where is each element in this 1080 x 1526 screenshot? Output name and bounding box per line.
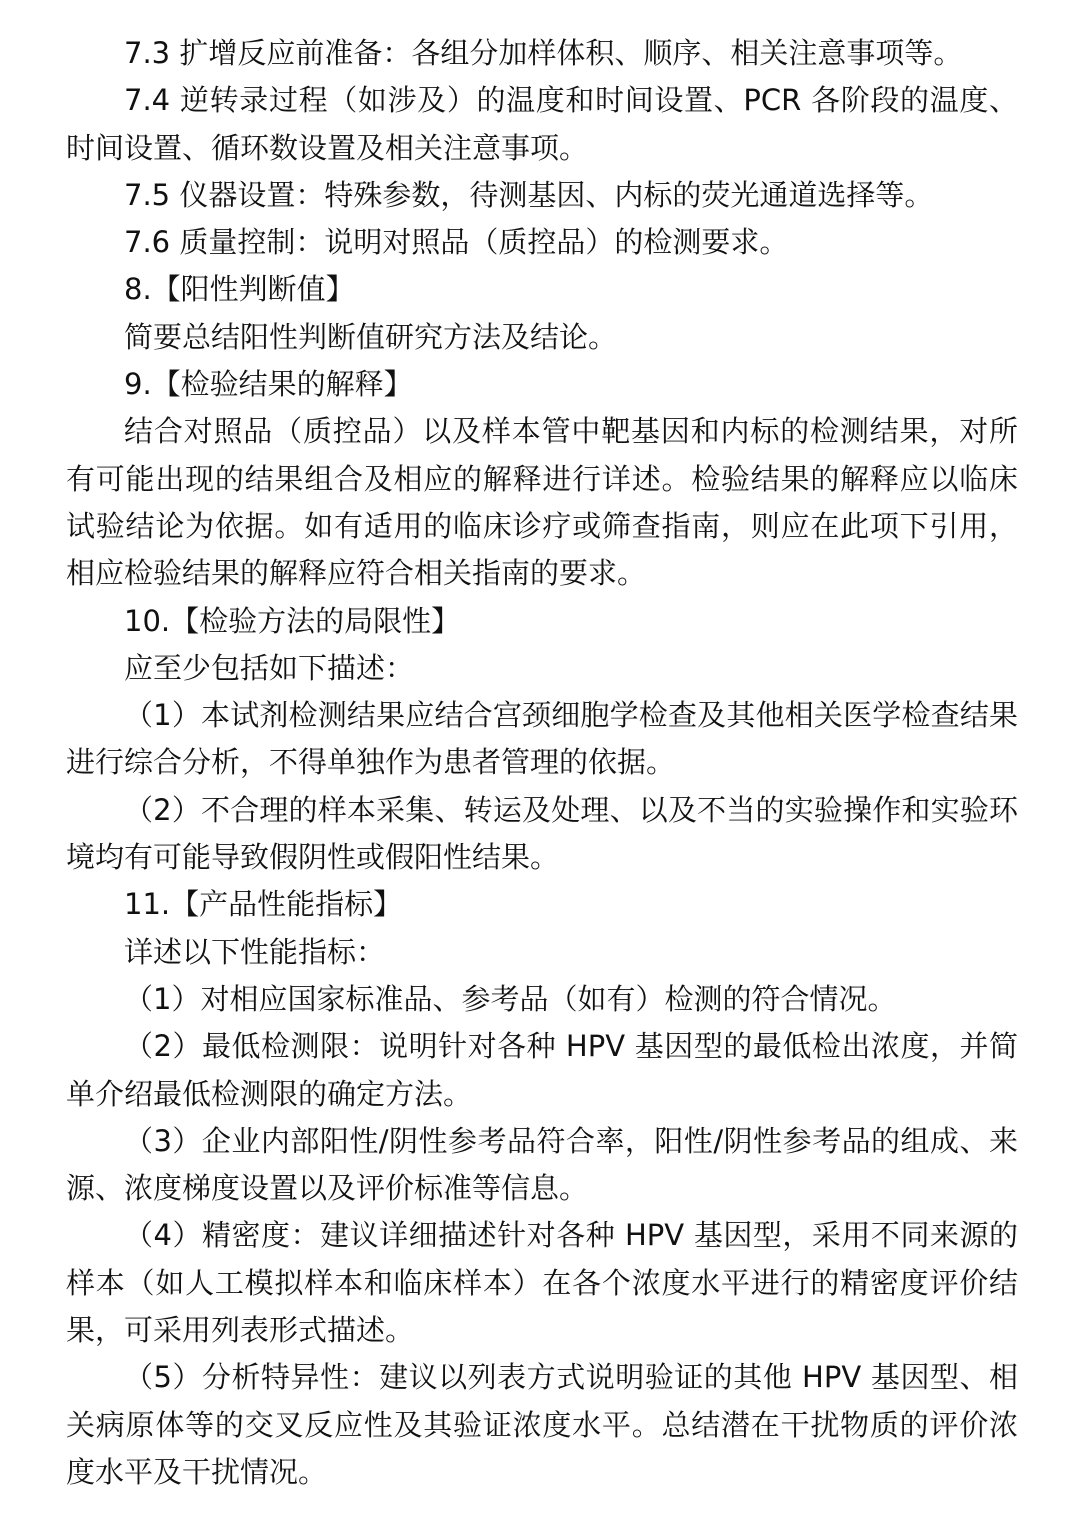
section-heading-10: 10.【检验方法的局限性】 — [124, 603, 461, 638]
paragraph-11-item-1: （1）对相应国家标准品、参考品（如有）检测的符合情况。 — [124, 981, 897, 1016]
paragraph-10-item-1: （1）本试剂检测结果应结合宫颈细胞学检查及其他相关医学检查结果进行综合分析，不得单独作为患者管理的依据。 — [66, 698, 1018, 780]
section-heading-9: 9.【检验结果的解释】 — [124, 367, 413, 402]
paragraph-10-item-2: （2）不合理的样本采集、转运及处理、以及不当的实验操作和实验环境均有可能导致假阴性或假阳性结果。 — [66, 792, 1018, 875]
paragraph-10-intro: 应至少包括如下描述： — [124, 650, 415, 685]
paragraph-11-item-3: （3）企业内部阳性/阴性参考品符合率，阳性/阴性参考品的组成、来源、浓度梯度设置以及评价标准等信息。 — [66, 1123, 1018, 1206]
document-body — [66, 30, 1018, 1496]
paragraph-9-body: 结合对照品（质控品）以及样本管中靶基因和内标的检测结果，对所有可能出现的结果组合及相应的解释进行详述。检验结果的解释应以临床试验结论为依据。如有适用的临床诊疗或筛查指南，则应在此项下引用，相应检验结果的解释应符合相关指南的要求。 — [66, 414, 1018, 591]
section-heading-8: 8.【阳性判断值】 — [124, 272, 355, 307]
paragraph-11-item-4: （4）精密度：建议详细描述针对各种 HPV 基因型，采用不同来源的样本（如人工模拟样本和临床样本）在各个浓度水平进行的精密度评价结果，可采用列表形式描述。 — [66, 1218, 1018, 1348]
paragraph-7-4: 7.4 逆转录过程（如涉及）的温度和时间设置、PCR 各阶段的温度、时间设置、循环数设置及相关注意事项。 — [66, 83, 1018, 165]
paragraph-7-3: 7.3 扩增反应前准备：各组分加样体积、顺序、相关注意事项等。 — [124, 36, 963, 70]
paragraph-11-item-2: （2）最低检测限：说明针对各种 HPV 基因型的最低检出浓度，并简单介绍最低检测限的确定方法。 — [66, 1029, 1018, 1111]
paragraph-11-intro: 详述以下性能指标： — [124, 934, 386, 969]
paragraph-11-item-5: （5）分析特异性：建议以列表方式说明验证的其他 HPV 基因型、相关病原体等的交叉反应性及其验证浓度水平。总结潜在干扰物质的评价浓度水平及干扰情况。 — [66, 1360, 1018, 1489]
section-heading-11: 11.【产品性能指标】 — [124, 887, 403, 922]
paragraph-7-5: 7.5 仪器设置：特殊参数，待测基因、内标的荧光通道选择等。 — [124, 177, 934, 212]
paragraph-8-body: 简要总结阳性判断值研究方法及结论。 — [124, 319, 618, 354]
paragraph-7-6: 7.6 质量控制：说明对照品（质控品）的检测要求。 — [124, 225, 789, 260]
